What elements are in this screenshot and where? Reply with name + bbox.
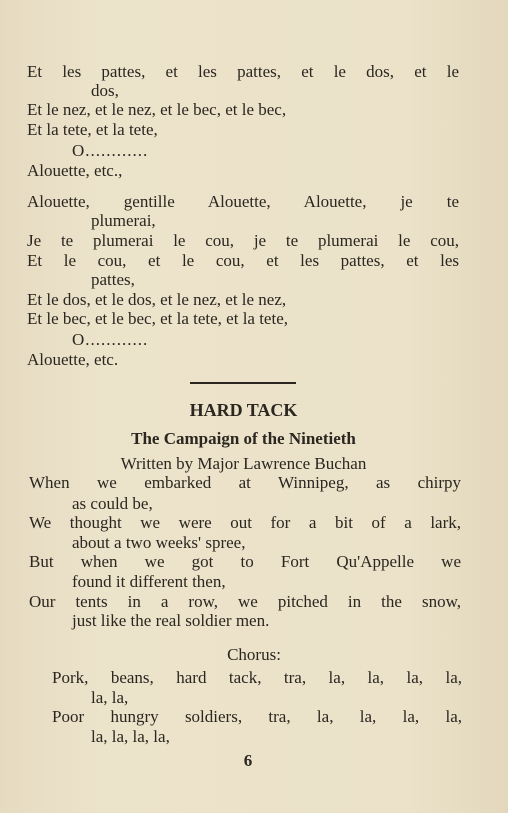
verse-line: Et le cou, et le cou, et les pattes, et les [27, 251, 459, 270]
chorus-line: Poor hungry soldiers, tra, la, la, la, la, [52, 707, 462, 726]
song-byline: Written by Major Lawrence Buchan [120, 454, 367, 473]
chorus-label: Chorus: [227, 645, 281, 664]
song-subtitle: The Campaign of the Ninetieth [131, 429, 356, 448]
verse-line: found it different then, [72, 572, 226, 591]
verse-line: O............ [72, 330, 149, 349]
verse-line: Et les pattes, et les pattes, et le dos, et le [27, 62, 459, 81]
verse-line: dos, [91, 81, 119, 100]
verse-line: Our tents in a row, we pitched in the snow, [29, 592, 461, 611]
verse-line: Alouette, gentille Alouette, Alouette, je te [27, 192, 459, 211]
verse-line: O............ [72, 141, 149, 160]
verse-line: Alouette, etc., [27, 161, 123, 180]
page-number: 6 [243, 751, 253, 770]
verse-line: pattes, [91, 270, 135, 289]
verse-line: When we embarked at Winnipeg, as chirpy [29, 473, 461, 492]
verse-line: Je te plumerai le cou, je te plumerai le cou, [27, 231, 459, 250]
chorus-line: Pork, beans, hard tack, tra, la, la, la, la, [52, 668, 462, 687]
verse-line: as could be, [72, 494, 153, 513]
section-divider [190, 382, 296, 384]
chorus-line: la, la, la, la, [91, 727, 170, 746]
verse-line: Alouette, etc. [27, 350, 119, 369]
verse-line: Et la tete, et la tete, [27, 120, 158, 139]
chorus-line: la, la, [91, 688, 129, 707]
verse-line: plumerai, [91, 211, 156, 230]
verse-line: about a two weeks' spree, [72, 533, 246, 552]
song-title: HARD TACK [189, 400, 298, 420]
verse-line: But when we got to Fort Qu'Appelle we [29, 552, 461, 571]
verse-line: just like the real soldier men. [72, 611, 270, 630]
verse-line: We thought we were out for a bit of a lark, [29, 513, 461, 532]
verse-line: Et le dos, et le dos, et le nez, et le nez, [27, 290, 287, 309]
verse-line: Et le bec, et le bec, et la tete, et la tete, [27, 309, 288, 328]
verse-line: Et le nez, et le nez, et le bec, et le bec, [27, 100, 287, 119]
